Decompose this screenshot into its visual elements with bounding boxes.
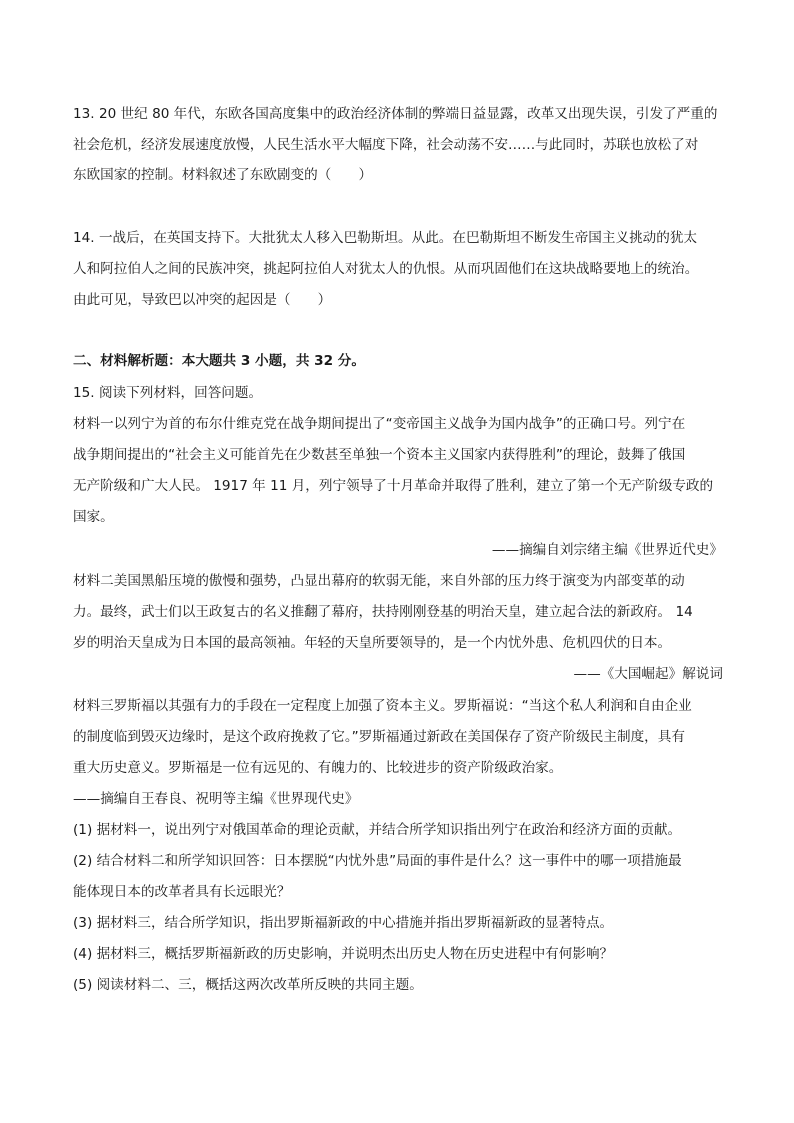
q15-question-3: (3) 据材料三，结合所学知识，指出罗斯福新政的中心措施并指出罗斯福新政的显著特点。: [73, 915, 614, 931]
material-2-line-2: 力。最终，武士们以王政复古的名义推翻了幕府，扶持刚刚登基的明治天皇，建立起合法的新政府。 14: [73, 604, 693, 620]
material-1-line-2: 战争期间提出的“社会主义可能首先在少数甚至单独一个资本主义国家内获得胜利”的理论，鼓舞了俄国: [73, 447, 686, 463]
q15-question-4: (4) 据材料三，概括罗斯福新政的历史影响，并说明杰出历史人物在历史进程中有何影响？: [73, 946, 614, 962]
q15-question-5: (5) 阅读材料二、三，概括这两次改革所反映的共同主题。: [73, 977, 423, 993]
material-1-line-1: 材料一以列宁为首的布尔什维克党在战争期间提出了“变帝国主义战争为国内战争”的正确口号。列宁在: [73, 416, 686, 432]
q15-question-1: (1) 据材料一，说出列宁对俄国革命的理论贡献，并结合所学知识指出列宁在政治和经济方面的贡献。: [73, 822, 682, 838]
material-1-line-4: 国家。: [73, 509, 114, 525]
material-3-line-2: 的制度临到毁灭边缘时，是这个政府挽救了它。”罗斯福通过新政在美国保存了资产阶级民主制度，具有: [73, 729, 685, 745]
material-3-line-3: 重大历史意义。罗斯福是一位有远见的、有魄力的、比较进步的资产阶级政治家。: [73, 760, 563, 776]
q15-question-2-cont: 能体现日本的改革者具有长远眼光？: [73, 884, 291, 900]
q15-question-2: (2) 结合材料二和所学知识回答：日本摆脱“内忧外患”局面的事件是什么？这一事件中的哪一项措施最: [73, 853, 682, 869]
q14-line-1: 14. 一战后，在英国支持下。大批犹太人移入巴勒斯坦。从此。在巴勒斯坦不断发生帝国主义挑动的犹太: [73, 230, 698, 246]
q15-intro: 15. 阅读下列材料，回答问题。: [73, 385, 263, 401]
material-3-source: ——摘编自王春良、祝明等主编《世界现代史》: [73, 791, 359, 807]
material-2-line-1: 材料二美国黑船压境的傲慢和强势，凸显出幕府的软弱无能，来自外部的压力终于演变为内部变革的动: [73, 573, 685, 589]
material-2-line-3: 岁的明治天皇成为日本国的最高领袖。年轻的天皇所要领导的，是一个内忧外患、危机四伏的日本。: [73, 635, 672, 651]
material-1-line-3: 无产阶级和广大人民。 1917 年 11 月，列宁领导了十月革命并取得了胜利，建立了第一个无产阶级专政的: [73, 478, 714, 494]
material-1-source: ——摘编自刘宗绪主编《世界近代史》: [491, 542, 723, 558]
material-3-line-1: 材料三罗斯福以其强有力的手段在一定程度上加强了资本主义。罗斯福说：“当这个私人利润和自由企业: [73, 698, 692, 714]
q13-line-2: 社会危机，经济发展速度放慢，人民生活水平大幅度下降，社会动荡不安……与此同时，苏联也放松了对: [73, 137, 699, 153]
material-2-source: ——《大国崛起》解说词: [573, 666, 723, 682]
q14-line-3: 由此可见，导致巴以冲突的起因是（ ）: [73, 292, 332, 308]
q13-line-3: 东欧国家的控制。材料叙述了东欧剧变的（ ）: [73, 167, 373, 183]
section-2-heading: 二、材料解析题：本大题共 3 小题，共 32 分。: [73, 353, 365, 369]
q14-line-2: 人和阿拉伯人之间的民族冲突，挑起阿拉伯人对犹太人的仇恨。从而巩固他们在这块战略要地上的统治。: [73, 261, 699, 277]
q13-line-1: 13. 20 世纪 80 年代，东欧各国高度集中的政治经济体制的弊端日益显露，改革又出现失误，引发了严重的: [73, 106, 718, 122]
